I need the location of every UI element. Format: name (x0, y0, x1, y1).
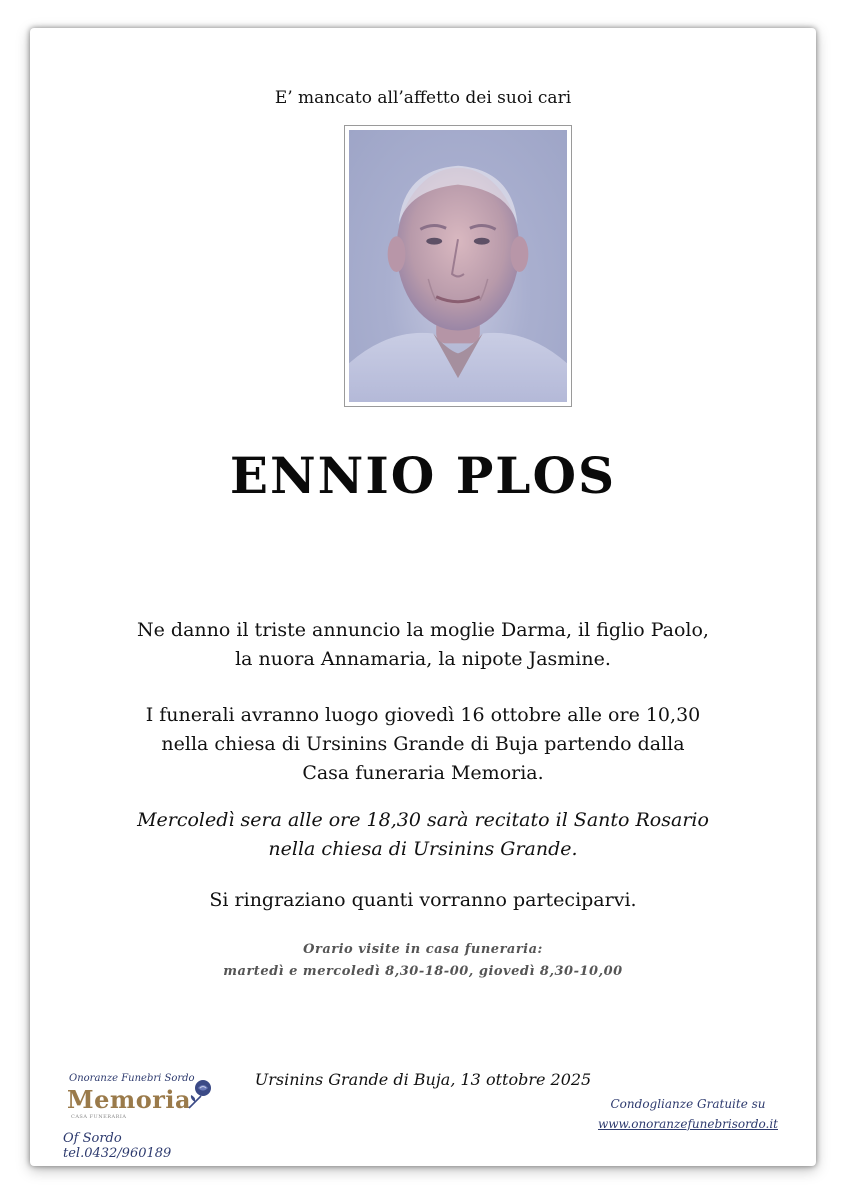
logo-top-text: Onoranze Funebri Sordo (69, 1073, 195, 1084)
logo-brand: Memoria (67, 1085, 192, 1114)
funeral-paragraph (30, 701, 816, 788)
rosary-line: nella chiesa di Ursinins Grande. (268, 838, 578, 860)
rosary-line: Mercoledì sera alle ore 18,30 sarà recitato il Santo Rosario (137, 809, 709, 831)
place-date: Ursinins Grande di Buja, 13 ottobre 2025 (254, 1070, 592, 1089)
funeral-line: Casa funeraria Memoria. (302, 762, 544, 784)
rose-icon (187, 1078, 217, 1110)
obituary-sheet (30, 28, 816, 1166)
announcement-line: Ne danno il triste annuncio la moglie Darma, il figlio Paolo, (137, 619, 709, 641)
deceased-name: ENNIO PLOS (229, 446, 617, 505)
portrait-photo (349, 130, 567, 402)
condolences-link[interactable]: www.onoranzefunebrisordo.it (598, 1117, 778, 1131)
visiting-hours-detail: martedì e mercoledì 8,30-18-00, giovedì 8,30-10,00 (223, 964, 623, 979)
intro-text: E’ mancato all’affetto dei suoi cari (274, 88, 572, 108)
funeral-line: I funerali avranno luogo giovedì 16 ottobre alle ore 10,30 (145, 704, 701, 726)
announcement-line: la nuora Annamaria, la nipote Jasmine. (235, 648, 611, 670)
portrait-illustration (349, 130, 567, 402)
funeral-line: nella chiesa di Ursinins Grande di Buja partendo dalla (161, 733, 685, 755)
condolences-block (598, 1097, 778, 1131)
visiting-hours-title: Orario visite in casa funeraria: (303, 942, 543, 957)
visiting-hours (30, 939, 816, 983)
thanks-text: Si ringraziano quanti vorranno parteciparvi. (209, 889, 637, 911)
portrait-frame (344, 125, 572, 407)
announcement-paragraph (30, 616, 816, 674)
condolences-label: Condoglianze Gratuite su (610, 1097, 766, 1111)
phone-text: Of Sordo tel.0432/960189 (63, 1131, 172, 1161)
logo-sub-text: CASA FUNERARIA (71, 1114, 127, 1120)
funeral-home-logo (63, 1073, 233, 1161)
rosary-paragraph (30, 806, 816, 864)
